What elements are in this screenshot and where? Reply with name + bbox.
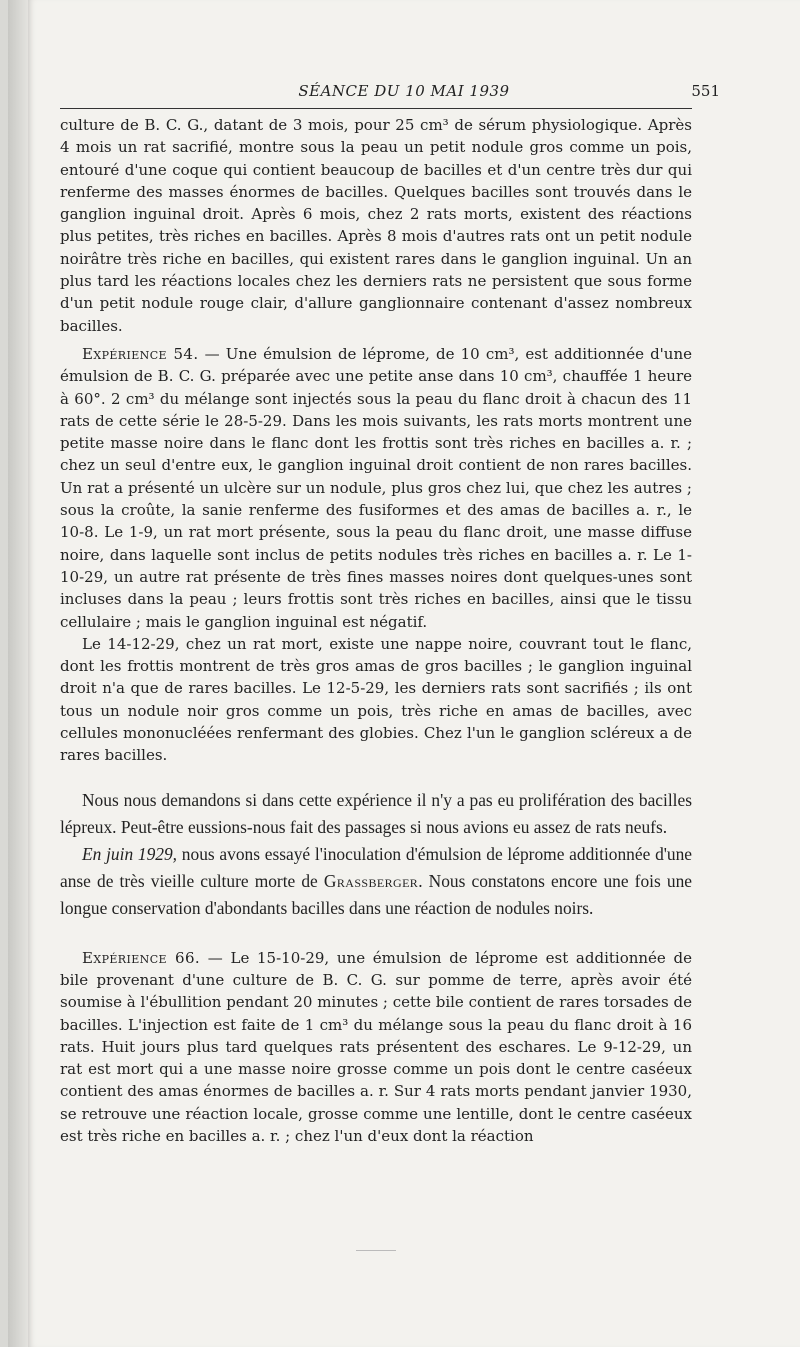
paragraph-experience-54 (60, 343, 692, 633)
paragraph-text-end: . Nous constatons encore une fois une longue conservation d'abondants bacilles dans une réaction de nodules noirs. (60, 871, 692, 919)
page-number: 551 (691, 82, 720, 100)
paragraph-experience-66 (60, 947, 692, 1148)
paragraph-text: nous avons essayé l'inoculation d'émulsion de léprome additionnée d'une anse de très vieille culture morte de (60, 844, 693, 892)
author-name: Grassberger (323, 871, 419, 892)
paragraph-discussion: Nous nous demandons si dans cette expérience il n'y a pas eu prolifération des bacilles lépreux. Peut-être eussions-nous fait des passages si nous avions eu assez de rats neufs. (60, 789, 692, 837)
bottom-mark (356, 1250, 396, 1251)
paragraph-results: Le 14-12-29, chez un rat mort, existe une nappe noire, couvrant tout le flanc, dont les frottis montrent de très gros amas de gros bacilles ; le ganglion inguinal droit n'a que de rares bacilles. Le 12-5-29, les derniers rats sont sacrifiés ; ils ont tous un nodule noir gros comme un pois, très riche en amas de bacilles, avec cellules mononucléées renfermant des globies. Chez l'un le ganglion scléreux a de rares bacilles. (60, 634, 692, 765)
page-edge (8, 0, 28, 1347)
paragraph-continuation: culture de B. C. G., datant de 3 mois, pour 25 cm³ de sérum physiologique. Après 4 mois un rat sacrifié, montre sous la peau un petit nodule gros comme un pois, entouré d'une coque qui contient beaucoup de bacilles et d'un centre très dur qui renferme des masses énormes de bacilles. Quelques bacilles sont trouvés dans le ganglion inguinal droit. Après 6 mois, chez 2 rats morts, existent des réactions plus petites, très riches en bacilles. Après 8 mois d'autres rats ont un petit nodule noirâtre très riche en bacilles, qui existent rares dans le ganglion inguinal. Un an plus tard les réactions locales chez les derniers rats ne persistent que sous forme d'un petit nodule rouge clair, d'allure ganglionnaire contenant d'assez nombreux bacilles. (60, 116, 692, 335)
experience-text: — Une émulsion de léprome, de 10 cm³, est additionnée d'une émulsion de B. C. G. préparée avec une petite anse dans 10 cm³, chauffée 1 heure à 60°. 2 cm³ du mélange sont injectés sous la peau du flanc droit à chacun des 11 rats de cette série le 28-5-29. Dans les mois suivants, les rats morts montrent une petite masse noire dans le flanc dont les frottis sont très riches en bacilles a. r. ; chez un seul d'entre eux, le ganglion inguinal droit contient de non rares bacilles. Un rat a présenté un ulcère sur un nodule, plus gros chez lui, que chez les autres ; sous la croûte, la sanie renferme des fusiformes et des amas de bacilles a. r., le 10-8. Le 1-9, un rat mort présente, sous la peau du flanc droit, une masse diffuse noire, dans laquelle sont inclus de petits nodules très riches en bacilles a. r. Le 1-10-29, un autre rat présente de très fines masses noires dont quelques-unes sont incluses dans la peau ; leurs frottis sont très riches en bacilles, ainsi que le tissu cellulaire ; mais le ganglion inguinal est négatif. (60, 344, 692, 631)
running-header (88, 82, 720, 106)
header-rule (60, 108, 692, 109)
experience-label: Expérience 54. (82, 344, 199, 363)
paragraph-june-1929 (60, 841, 692, 923)
page-body (60, 114, 692, 1147)
experience-text: — Le 15-10-29, une émulsion de léprome est additionnée de bile provenant d'une culture de B. C. G. sur pomme de terre, après avoir été soumise à l'ébullition pendant 20 minutes ; cette bile contient de rares torsades de bacilles. L'injection est faite de 1 cm³ du mélange sous la peau du flanc droit à 16 rats. Huit jours plus tard quelques rats présentent des eschares. Le 9-12-29, un rat est mort qui a une masse noire grosse comme un pois dont le centre caséeux contient des amas énormes de bacilles a. r. Sur 4 rats morts pendant janvier 1930, se retrouve une réaction locale, grosse comme une lentille, dont le centre caséeux est très riche en bacilles a. r. ; chez l'un d'eux dont la réaction (60, 948, 692, 1145)
running-title: SÉANCE DU 10 MAI 1939 (298, 82, 510, 100)
date-italic: En juin 1929, (82, 844, 178, 865)
experience-label: Expérience 66. (82, 948, 201, 967)
